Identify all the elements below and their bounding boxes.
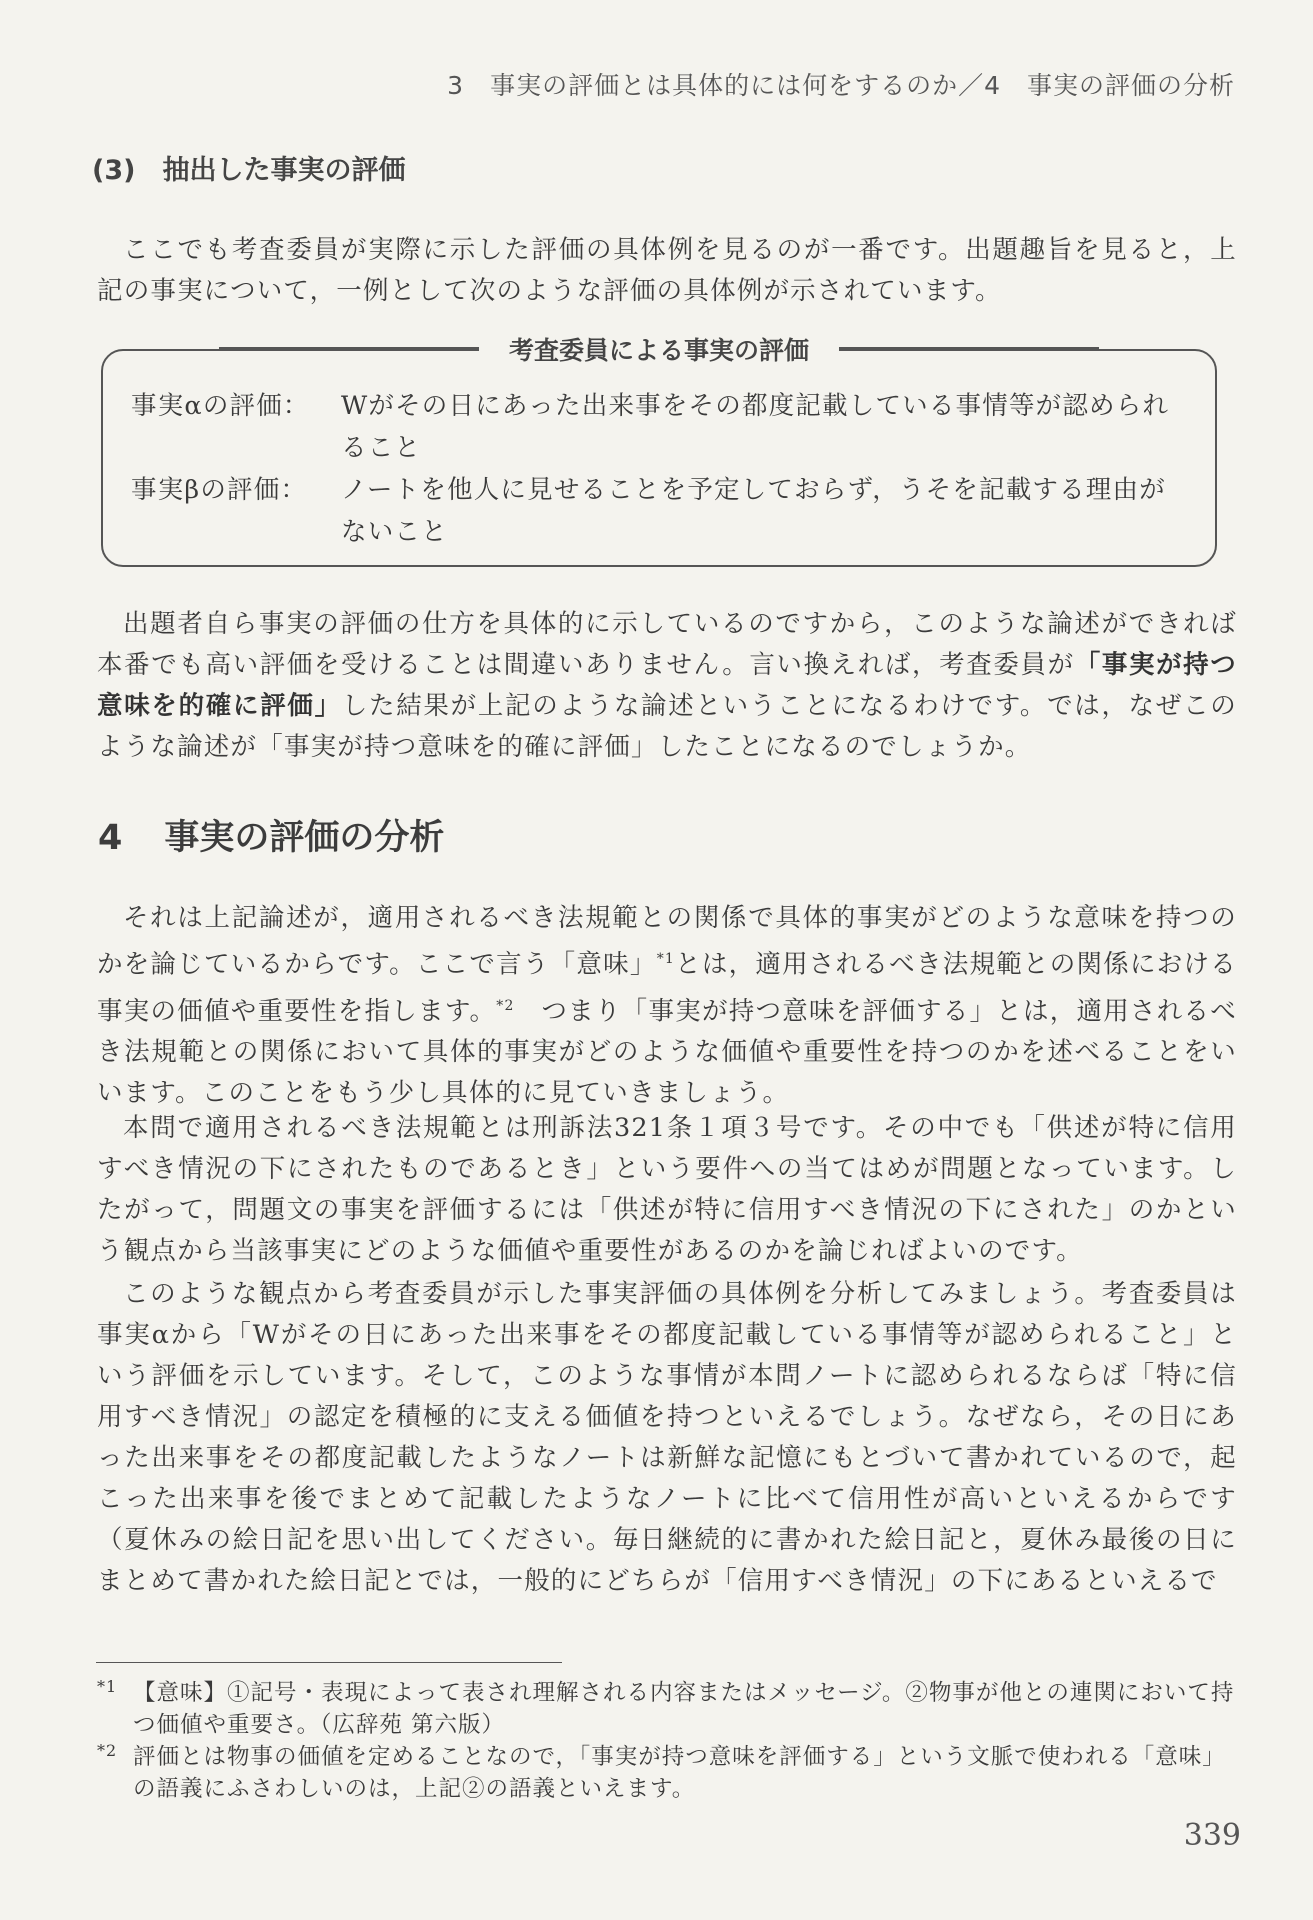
footnote-mark-2: *2 bbox=[97, 1741, 118, 1760]
footnote-text-2: 評価とは物事の価値を定めることなので，「事実が持つ意味を評価する」という文脈で使われる「意味」の語義にふさわしいのは，上記②の語義といえます。 bbox=[133, 1744, 1226, 1802]
section-heading bbox=[98, 810, 444, 860]
page-number: 339 bbox=[1183, 1818, 1241, 1853]
evaluation-box bbox=[101, 336, 1217, 567]
footnote-ref-2[interactable]: *2 bbox=[496, 997, 515, 1014]
footnote-1 bbox=[97, 1677, 1237, 1741]
evaluation-label-alpha: 事実αの評価： bbox=[131, 391, 310, 421]
footnote-mark-1: *1 bbox=[97, 1677, 118, 1696]
evaluation-label-beta: 事実βの評価： bbox=[131, 475, 308, 505]
paragraph-meaning bbox=[97, 898, 1237, 1114]
paragraph-meaning-part-b: とは，適用されるべき法規範との関係における事実の価値や重要性を指します。 bbox=[97, 949, 1238, 1026]
paragraph-meaning-part-c: つまり「事実が持つ意味を評価する」とは，適用されるべき法規範との関係において具体的事実がどのような価値や重要性を持つのかを述べることをいいます。このことをもう少し具体的に見ていきましょう。 bbox=[97, 996, 1237, 1108]
footnote-2 bbox=[97, 1741, 1237, 1805]
paragraph-analysis: このような観点から考査委員が示した事実評価の具体例を分析してみましょう。考査委員は事実αから「Wがその日にあった出来事をその都度記載している事情等が認められること」という評価を示しています。そして，このような事情が本問ノートに認められるならば「特に信用すべき情況」の認定を積極的に支える価値を持つといえるでしょう。なぜなら，その日にあった出来事をその都度記載したようなノートは新鮮な記憶にもとづいて書かれているので，起こった出来事を後でまとめて記載したようなノートに比べて信用性が高いといえるからです（夏休みの絵日記を思い出してください。毎日継続的に書かれた絵日記と，夏休み最後の日にまとめて書かれた絵日記とでは，一般的にどちらが「信用すべき情況」の下にあるといえるで bbox=[97, 1279, 1237, 1596]
section-title: 事実の評価の分析 bbox=[164, 818, 445, 858]
evaluation-text-beta: ノートを他人に見せることを予定しておらず，うそを記載する理由がないこと bbox=[341, 475, 1166, 547]
paragraph-law-norm: 本問で適用されるべき法規範とは刑訴法321条１項３号です。その中でも「供述が特に信用すべき情況の下にされたものであるとき」という要件への当てはめが問題となっています。したがって，問題文の事実を評価するには「供述が特に信用すべき情況の下にされた」のかという観点から当該事実にどのような価値や重要性があるのかを論じればよいのです。 bbox=[97, 1113, 1237, 1266]
evaluation-text-alpha: Wがその日にあった出来事をその都度記載している事情等が認められること bbox=[341, 391, 1170, 463]
paragraph-explanation-part-a: 出題者自ら事実の評価の仕方を具体的に示しているのですから，このような論述ができれば本番でも高い評価を受けることは間違いありません。言い換えれば，考査委員が bbox=[97, 609, 1237, 680]
section-number: 4 bbox=[98, 818, 123, 858]
footnote-text-1: 【意味】①記号・表現によって表され理解される内容またはメッセージ。②物事が他との連関において持つ価値や重要さ。（広辞苑 第六版） bbox=[133, 1680, 1235, 1738]
paragraph-explanation bbox=[97, 604, 1237, 768]
subsection-heading: (3) 抽出した事実の評価 bbox=[92, 155, 406, 186]
evaluation-row-alpha bbox=[131, 385, 1187, 469]
footnote-divider bbox=[96, 1662, 562, 1663]
evaluation-row-beta bbox=[131, 469, 1187, 553]
footnote-ref-1[interactable]: *1 bbox=[656, 951, 676, 967]
running-head: 3 事実の評価とは具体的には何をするのか／4 事実の評価の分析 bbox=[447, 71, 1235, 100]
paragraph-explanation-part-c: した結果が上記のような論述ということになるわけです。では，なぜこのような論述が「事実が持つ意味を的確に評価」したことになるのでしょうか。 bbox=[97, 691, 1237, 762]
emphasis-text: 「事実が持つ意味を的確に評価」 bbox=[97, 650, 1238, 721]
paragraph-intro: ここでも考査委員が実際に示した評価の具体例を見るのが一番です。出題趣旨を見ると，上記の事実について，一例として次のような評価の具体例が示されています。 bbox=[97, 235, 1237, 306]
paragraph-meaning-part-a: それは上記論述が，適用されるべき法規範との関係で具体的事実がどのような意味を持つのかを論じているからです。ここで言う「意味」 bbox=[97, 903, 1237, 980]
evaluation-box-title: 考査委員による事実の評価 bbox=[479, 331, 839, 367]
